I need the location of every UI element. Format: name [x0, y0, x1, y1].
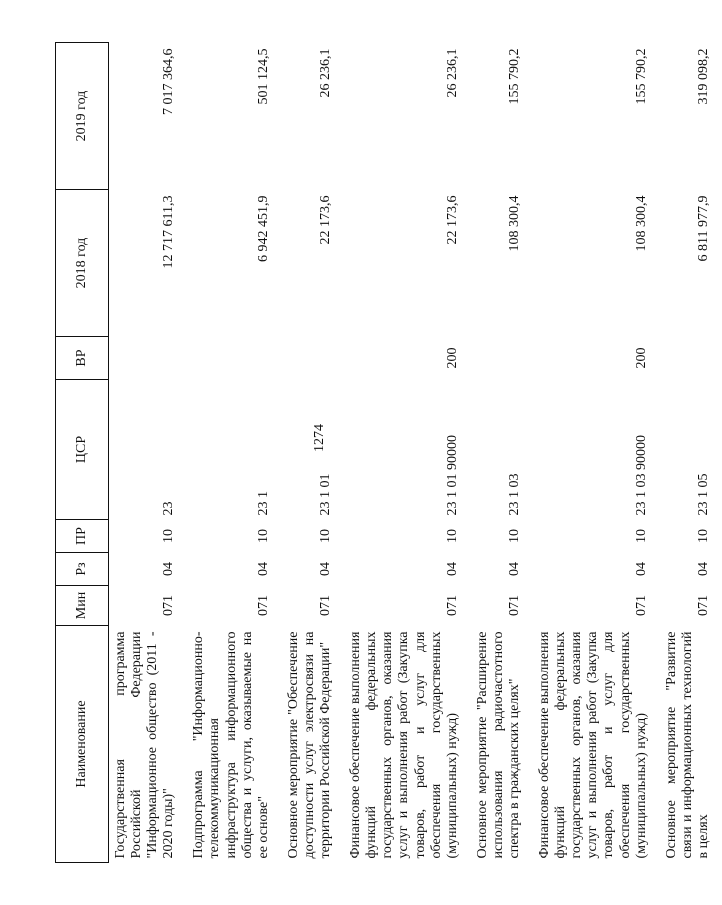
row-2019: 319 098,2	[695, 48, 711, 105]
row-pr: 10	[255, 529, 271, 543]
table-row	[282, 43, 344, 863]
row-csr: 23 1 03	[506, 473, 522, 516]
table-row	[344, 43, 471, 863]
table-row	[660, 43, 722, 863]
row-2019: 26 236,1	[444, 48, 460, 98]
row-csr: 23 1 03 90000	[633, 435, 649, 516]
row-rz: 04	[318, 562, 334, 576]
row-min: 071	[255, 595, 271, 616]
row-2019: 26 236,1	[318, 48, 334, 98]
row-name: Основное мероприятие "Развитие связи и информационных технологий в целях	[663, 631, 711, 859]
row-2018: 6 942 451,9	[255, 195, 271, 262]
row-name: Государственная программа Российской Федерации "Информационное общество (2011 - 2020 годы)"	[113, 631, 177, 859]
row-rz: 04	[161, 562, 177, 576]
row-rz: 04	[633, 562, 649, 576]
row-pr: 10	[633, 529, 649, 543]
row-pr: 10	[318, 529, 334, 543]
row-min: 071	[695, 595, 711, 616]
row-name: Финансовое обеспечение выполнения функций федеральных государственных органов, оказания услуг и выполнения работ (Закупка товаров, работ и услуг для обеспечения государственных (муниципальных) нужд)	[348, 631, 460, 859]
page-number: 1274	[312, 424, 327, 452]
row-pr: 10	[695, 529, 711, 543]
table-row	[533, 43, 660, 863]
row-2018: 22 173,6	[318, 195, 334, 245]
row-min: 071	[506, 595, 522, 616]
row-pr: 10	[506, 529, 522, 543]
column-header-min: Мин	[56, 586, 109, 626]
row-vr: 200	[444, 347, 460, 369]
row-2019: 155 790,2	[633, 48, 649, 105]
budget-table	[55, 42, 722, 863]
row-name: Финансовое обеспечение выполнения функций федеральных государственных органов, оказания услуг и выполнения работ (Закупка товаров, работ и услуг для обеспечения государственных (муниципальных) нужд)	[537, 631, 649, 859]
row-pr: 10	[161, 529, 177, 543]
row-2018: 108 300,4	[633, 195, 649, 252]
row-vr: 200	[633, 347, 649, 369]
row-2018: 6 811 977,9	[695, 195, 711, 262]
row-vr	[187, 337, 281, 380]
row-2019: 7 017 364,6	[161, 48, 177, 115]
row-vr	[282, 337, 344, 380]
row-2018: 22 173,6	[444, 195, 460, 245]
row-2019: 501 124,5	[255, 48, 271, 105]
row-rz: 04	[255, 562, 271, 576]
row-csr: 23 1 01	[318, 473, 334, 516]
header-row	[56, 43, 109, 863]
column-header-rz: Рз	[56, 553, 109, 586]
row-csr: 23	[161, 501, 177, 516]
column-header-2018: 2018 год	[56, 190, 109, 337]
column-header-vr: ВР	[56, 337, 109, 380]
row-rz: 04	[444, 562, 460, 576]
row-vr	[471, 337, 533, 380]
row-csr: 23 1 05	[695, 473, 711, 516]
row-name: Основное мероприятие "Расширение использования радиочастотного спектра в гражданских целях"	[474, 631, 522, 859]
column-header-csr: ЦСР	[56, 380, 109, 520]
column-header-name: Наименование	[56, 626, 109, 863]
row-min: 071	[444, 595, 460, 616]
row-csr: 23 1	[255, 491, 271, 516]
budget-table-rotated	[55, 43, 711, 863]
table-row	[187, 43, 281, 863]
row-min: 071	[318, 595, 334, 616]
row-vr	[109, 337, 188, 380]
row-name: Основное мероприятие "Обеспечение доступности услуг электросвязи на территории Российской Федерации"	[285, 631, 334, 859]
table-row	[109, 43, 188, 863]
table-row	[471, 43, 533, 863]
row-rz: 04	[506, 562, 522, 576]
row-vr	[660, 337, 722, 380]
row-2019: 155 790,2	[506, 48, 522, 105]
row-min: 071	[161, 595, 177, 616]
column-header-2019: 2019 год	[56, 43, 109, 190]
row-csr: 23 1 01 90000	[444, 435, 460, 516]
row-name: Подпрограмма "Информационно-телекоммуникационная инфраструктура информационного общества и услуги, оказываемые на ее основе"	[191, 631, 271, 859]
row-rz: 04	[695, 562, 711, 576]
row-pr: 10	[444, 529, 460, 543]
column-header-pr: ПР	[56, 520, 109, 553]
row-min: 071	[633, 595, 649, 616]
row-2018: 108 300,4	[506, 195, 522, 252]
row-2018: 12 717 611,3	[161, 195, 177, 269]
